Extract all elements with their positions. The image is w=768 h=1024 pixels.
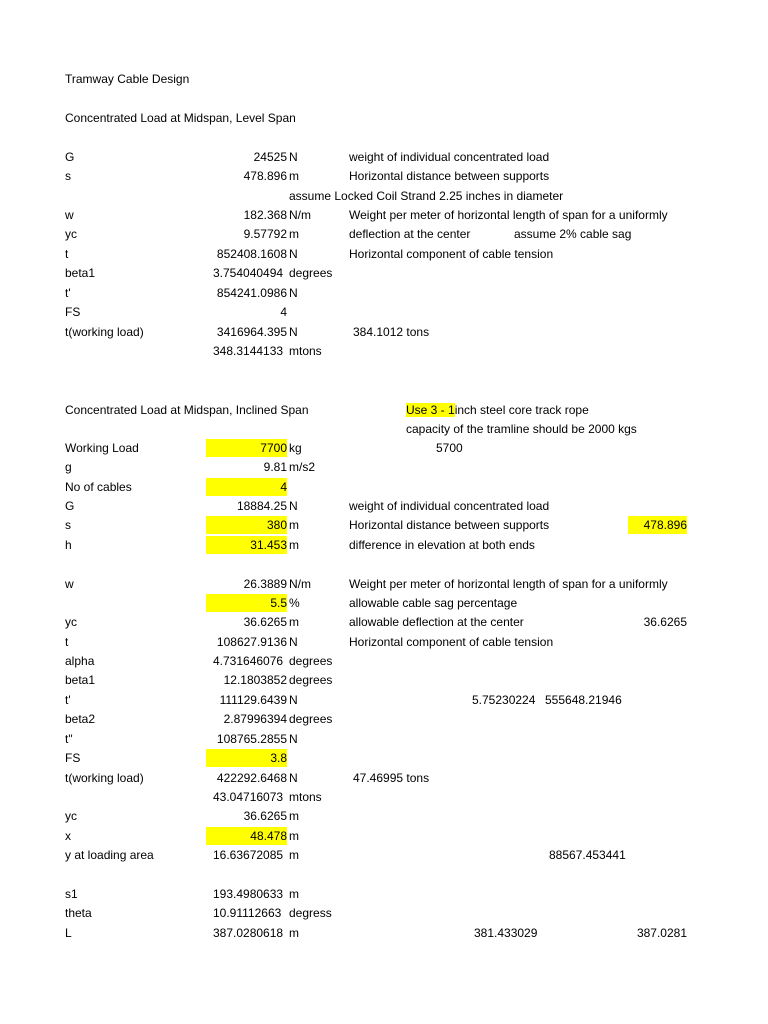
inc-w-desc: Weight per meter of horizontal length of span for a uniformly bbox=[349, 577, 668, 591]
inc-sag-percent-desc: allowable cable sag percentage bbox=[349, 596, 518, 610]
level-t-desc: Horizontal component of cable tension bbox=[349, 247, 554, 261]
inc-fs-label: FS bbox=[65, 751, 81, 765]
level-g-desc: weight of individual concentrated load bbox=[349, 150, 550, 164]
level-fs-label: FS bbox=[65, 305, 81, 319]
inc-tprime-unit: N bbox=[289, 693, 298, 707]
inc-w-value: 26.3889 bbox=[243, 577, 287, 591]
inc-working-load-extra: 5700 bbox=[436, 441, 463, 455]
inc-L-unit: m bbox=[289, 926, 299, 940]
inc-beta1-label: beta1 bbox=[65, 673, 96, 687]
level-s-value: 478.896 bbox=[243, 169, 287, 183]
inc-w-label: w bbox=[65, 577, 74, 591]
inc-w-unit: N/m bbox=[289, 577, 311, 591]
inc-h-label: h bbox=[65, 538, 72, 552]
level-yc-desc: deflection at the center bbox=[349, 227, 471, 241]
level-sag-note: assume 2% cable sag bbox=[514, 227, 632, 241]
inc-working-tension-tons: 47.46995 tons bbox=[353, 771, 430, 785]
inc-yc2-label: yc bbox=[65, 809, 77, 823]
level-s-label: s bbox=[65, 169, 71, 183]
inc-G-value: 18884.25 bbox=[236, 499, 287, 513]
inc-L-extra: 381.433029 bbox=[474, 926, 538, 940]
level-t-unit: N bbox=[289, 247, 298, 261]
inc-t-unit: N bbox=[289, 635, 298, 649]
inc-tprime-value: 111129.6439 bbox=[219, 693, 287, 707]
inc-yc-desc: allowable deflection at the center bbox=[349, 615, 524, 629]
level-g-label: G bbox=[65, 150, 75, 164]
inc-y-loading-label: y at loading area bbox=[65, 848, 154, 862]
inc-t-label: t bbox=[65, 635, 69, 649]
inc-L-label: L bbox=[65, 926, 72, 940]
inc-theta-label: theta bbox=[65, 906, 92, 920]
inc-s-desc: Horizontal distance between supports bbox=[349, 518, 550, 532]
level-working-load-value: 3416964.395 bbox=[216, 325, 287, 339]
inc-working-load-label: Working Load bbox=[65, 441, 139, 455]
level-beta1-value: 3.754040494 bbox=[213, 266, 284, 280]
inc-mtons-unit: mtons bbox=[289, 790, 322, 804]
rope-use-note-highlight: Use 3 - 1 bbox=[406, 403, 455, 417]
level-beta1-label: beta1 bbox=[65, 266, 96, 280]
inc-yc-unit: m bbox=[289, 615, 299, 629]
level-strand-note: assume Locked Coil Strand 2.25 inches in diameter bbox=[289, 189, 564, 203]
inc-x-label: x bbox=[65, 829, 71, 843]
inc-theta-unit: degress bbox=[289, 906, 332, 920]
inc-g-unit: m/s2 bbox=[289, 460, 316, 474]
level-yc-value: 9.57792 bbox=[243, 227, 287, 241]
inc-G-label: G bbox=[65, 499, 75, 513]
level-g-unit: N bbox=[289, 150, 298, 164]
inc-beta2-label: beta2 bbox=[65, 712, 96, 726]
inc-tdouble-value: 108765.2855 bbox=[216, 732, 287, 746]
level-working-load-tons: 384.1012 tons bbox=[353, 325, 430, 339]
inc-G-desc: weight of individual concentrated load bbox=[349, 499, 550, 513]
inc-y-loading-unit: m bbox=[289, 848, 299, 862]
inc-G-unit: N bbox=[289, 499, 298, 513]
inc-alpha-value: 4.731646076 bbox=[213, 654, 284, 668]
inc-s-input[interactable]: 380 bbox=[206, 516, 287, 534]
inc-working-load-input[interactable]: 7700 bbox=[206, 439, 287, 457]
level-s-desc: Horizontal distance between supports bbox=[349, 169, 550, 183]
inc-working-tension-unit: N bbox=[289, 771, 298, 785]
inc-h-input[interactable]: 31.453 bbox=[206, 536, 287, 554]
level-t-label: t bbox=[65, 247, 69, 261]
inc-fs-input[interactable]: 3.8 bbox=[206, 749, 287, 767]
level-working-load-unit: N bbox=[289, 325, 298, 339]
inc-x-unit: m bbox=[289, 829, 299, 843]
inc-working-load-unit: kg bbox=[289, 441, 302, 455]
inc-tprime-extra2: 555648.21946 bbox=[545, 693, 622, 707]
inc-s1-value: 193.4980633 bbox=[213, 887, 284, 901]
level-w-desc: Weight per meter of horizontal length of span for a uniformly bbox=[349, 208, 668, 222]
inc-tdouble-unit: N bbox=[289, 732, 298, 746]
inc-y-loading-extra: 88567.453441 bbox=[549, 848, 626, 862]
inc-cables-input[interactable]: 4 bbox=[206, 478, 287, 496]
level-s-unit: m bbox=[289, 169, 299, 183]
inc-x-input[interactable]: 48.478 bbox=[206, 827, 287, 845]
level-beta1-unit: degrees bbox=[289, 266, 333, 280]
level-tprime-value: 854241.0986 bbox=[216, 286, 287, 300]
inc-cables-label: No of cables bbox=[65, 480, 132, 494]
inc-tprime-extra: 5.75230224 bbox=[472, 693, 536, 707]
level-t-value: 852408.1608 bbox=[216, 247, 287, 261]
level-yc-unit: m bbox=[289, 227, 299, 241]
inclined-span-heading: Concentrated Load at Midspan, Inclined Span bbox=[65, 403, 309, 417]
inc-t-desc: Horizontal component of cable tension bbox=[349, 635, 554, 649]
inc-beta1-unit: degrees bbox=[289, 673, 333, 687]
rope-use-note-rest: inch steel core track rope bbox=[454, 403, 589, 417]
inc-yc2-value: 36.6265 bbox=[243, 809, 287, 823]
level-w-label: w bbox=[65, 208, 74, 222]
level-tprime-unit: N bbox=[289, 286, 298, 300]
level-span-heading: Concentrated Load at Midspan, Level Span bbox=[65, 111, 296, 125]
level-w-unit: N/m bbox=[289, 208, 311, 222]
inc-sag-percent-unit: % bbox=[289, 596, 300, 610]
inc-t-value: 108627.9136 bbox=[216, 635, 287, 649]
inc-working-tension-label: t(working load) bbox=[65, 771, 144, 785]
inc-y-loading-value: 16.63672085 bbox=[213, 848, 284, 862]
inc-yc2-unit: m bbox=[289, 809, 299, 823]
inc-g-label: g bbox=[65, 460, 72, 474]
inc-s-unit: m bbox=[289, 518, 299, 532]
inc-mtons-value: 43.04716073 bbox=[213, 790, 284, 804]
inc-beta2-value: 2.87996394 bbox=[223, 712, 287, 726]
inc-beta2-unit: degrees bbox=[289, 712, 333, 726]
inc-working-tension-value: 422292.6468 bbox=[216, 771, 287, 785]
inc-s1-label: s1 bbox=[65, 887, 78, 901]
inc-s-label: s bbox=[65, 518, 71, 532]
inc-yc-extra: 36.6265 bbox=[643, 615, 687, 629]
level-yc-label: yc bbox=[65, 227, 77, 241]
rope-use-note bbox=[406, 402, 589, 418]
inc-sag-percent-input[interactable]: 5.5 bbox=[206, 594, 287, 612]
inc-L-value: 387.0280618 bbox=[213, 926, 284, 940]
document-title: Tramway Cable Design bbox=[65, 72, 190, 86]
level-tprime-label: t' bbox=[65, 286, 71, 300]
inc-yc-value: 36.6265 bbox=[243, 615, 287, 629]
inc-L-extra2: 387.0281 bbox=[636, 926, 687, 940]
inc-h-desc: difference in elevation at both ends bbox=[349, 538, 535, 552]
inc-alpha-label: alpha bbox=[65, 654, 95, 668]
inc-s-compare-input[interactable]: 478.896 bbox=[628, 516, 687, 534]
inc-s1-unit: m bbox=[289, 887, 299, 901]
inc-alpha-unit: degrees bbox=[289, 654, 333, 668]
inc-tdouble-label: t" bbox=[65, 732, 73, 746]
inc-h-unit: m bbox=[289, 538, 299, 552]
inc-beta1-value: 12.1803852 bbox=[223, 673, 287, 687]
inc-tprime-label: t' bbox=[65, 693, 71, 707]
level-mtons-unit: mtons bbox=[289, 344, 322, 358]
level-w-value: 182.368 bbox=[243, 208, 287, 222]
level-mtons-value: 348.3144133 bbox=[213, 344, 284, 358]
level-g-value: 24525 bbox=[253, 150, 287, 164]
inc-yc-label: yc bbox=[65, 615, 77, 629]
inc-theta-value: 10.91112663 bbox=[213, 906, 282, 920]
level-fs-value: 4 bbox=[280, 305, 287, 319]
inc-g-value: 9.81 bbox=[263, 460, 287, 474]
level-working-load-label: t(working load) bbox=[65, 325, 144, 339]
capacity-note: capacity of the tramline should be 2000 kgs bbox=[406, 422, 637, 436]
